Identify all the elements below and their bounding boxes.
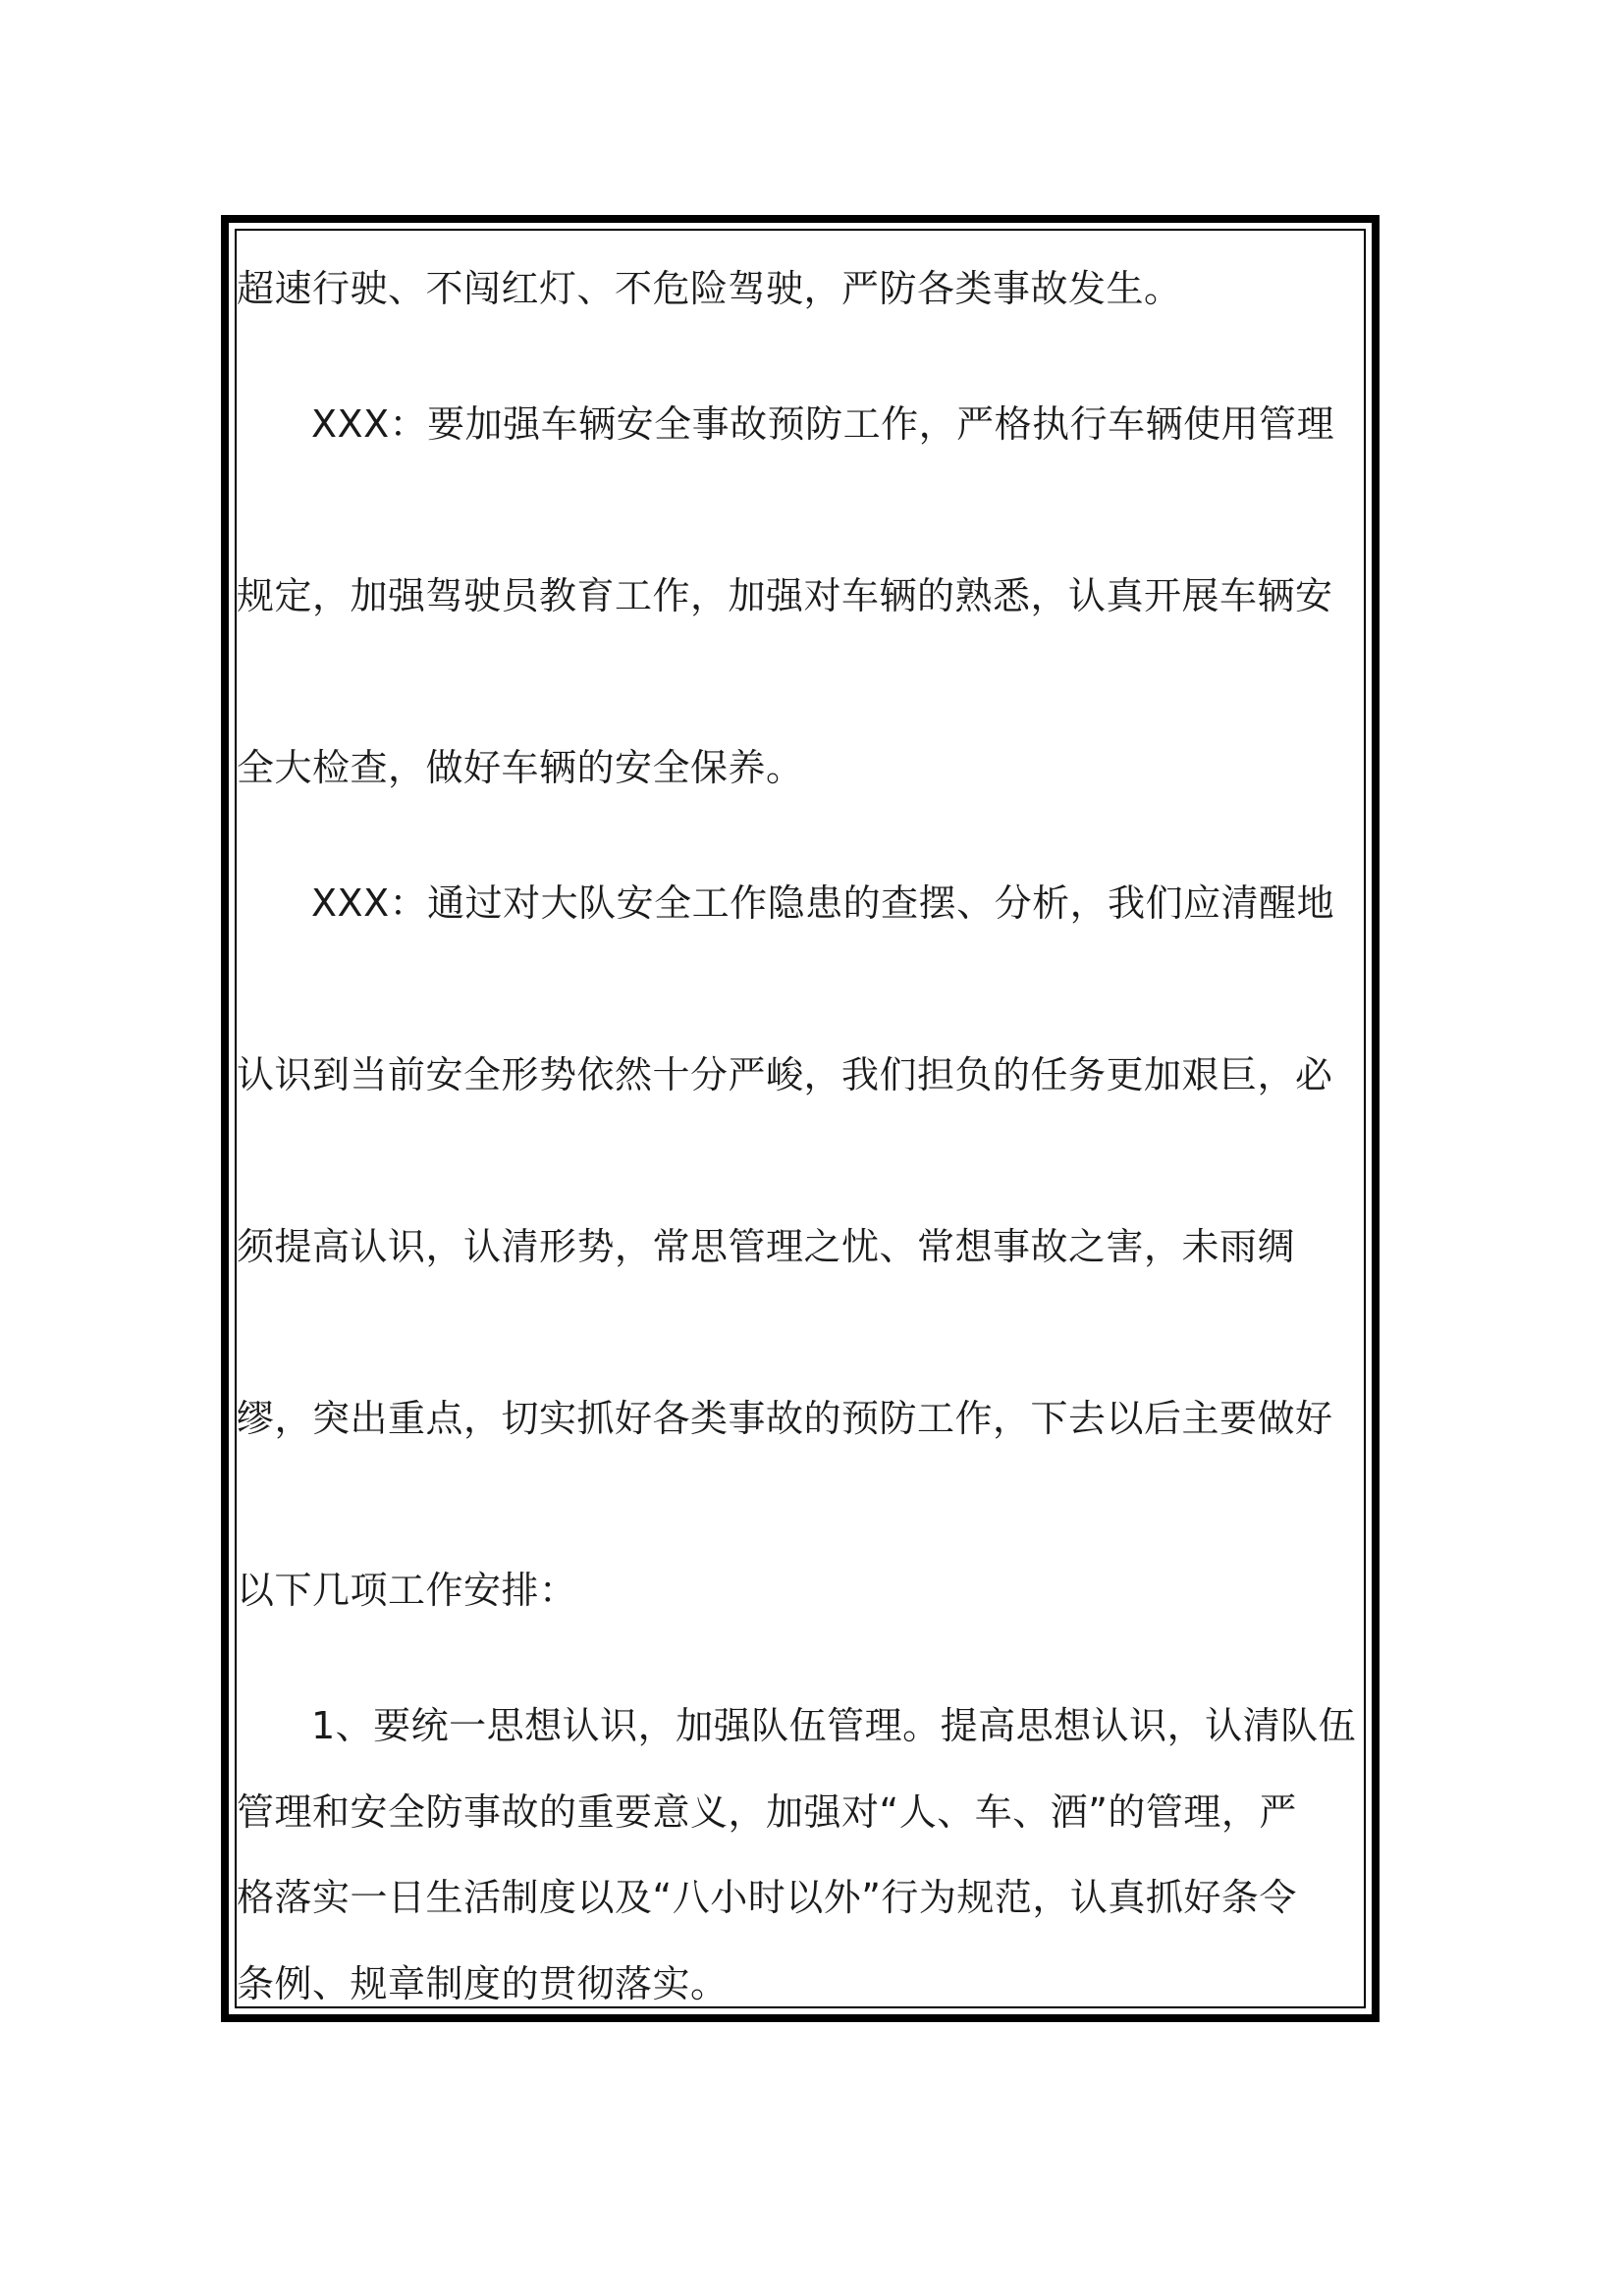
text-line: 管理和安全防事故的重要意义，加强对“人、车、酒”的管理，严 [237,1790,1297,1834]
text-line: 1、要统一思想认识，加强队伍管理。提高思想认识，认清队伍 [311,1704,1357,1747]
text-line: 超速行驶、不闯红灯、不危险驾驶，严防各类事故发生。 [237,267,1182,310]
text-line: XXX：要加强车辆安全事故预防工作，严格执行车辆使用管理 [311,402,1335,446]
text-line: 以下几项工作安排： [237,1569,577,1612]
text-line: 须提高认识，认清形势，常思管理之忧、常想事故之害，未雨绸 [237,1225,1296,1268]
text-line: 缪，突出重点，切实抓好各类事故的预防工作，下去以后主要做好 [237,1397,1333,1440]
text-line: 规定，加强驾驶员教育工作，加强对车辆的熟悉，认真开展车辆安 [237,574,1333,617]
document-frame [221,215,1380,2022]
text-line: 全大检查，做好车辆的安全保养。 [237,746,804,789]
text-line: 格落实一日生活制度以及“八小时以外”行为规范，认真抓好条令 [237,1876,1297,1919]
text-line: XXX：通过对大队安全工作隐患的查摆、分析，我们应清醒地 [311,881,1335,925]
document-inner-border [235,229,1366,2008]
text-line: 认识到当前安全形势依然十分严峻，我们担负的任务更加艰巨，必 [237,1053,1333,1096]
document-text [237,231,1364,2006]
text-line: 条例、规章制度的贯彻落实。 [237,1962,729,2005]
